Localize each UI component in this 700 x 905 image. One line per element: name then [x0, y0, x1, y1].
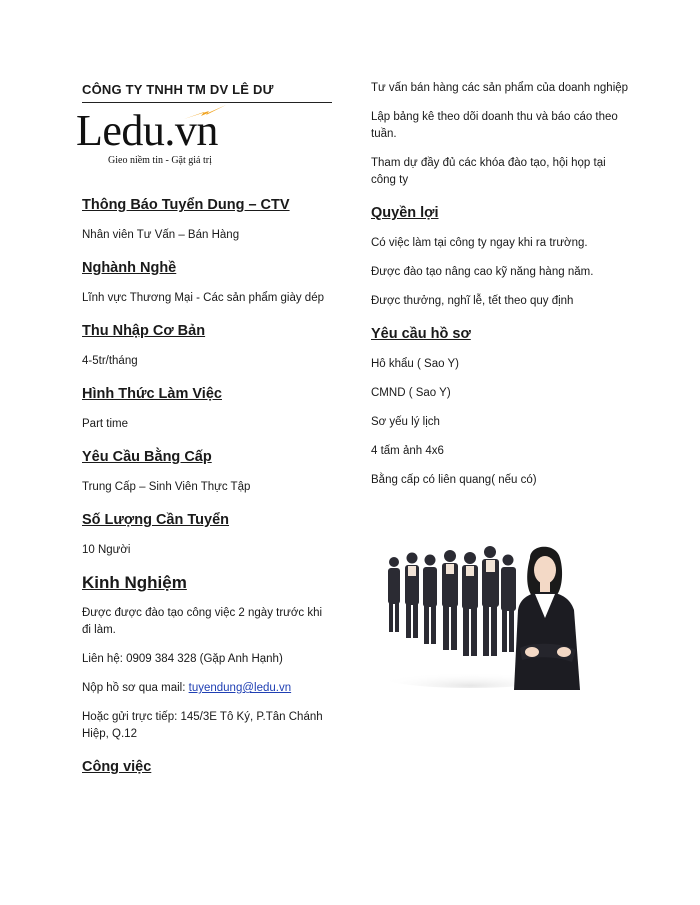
lightning-icon	[182, 103, 228, 123]
company-name: CÔNG TY TNHH TM DV LÊ DƯ	[82, 80, 332, 103]
text-experience: Được được đào tạo công việc 2 ngày trước khi đi làm.	[82, 607, 323, 636]
job-item: Tư vấn bán hàng các sản phẩm của doanh nghiệp	[371, 82, 629, 94]
document-item: CMND ( Sao Y)	[371, 387, 451, 399]
heading-salary: Thu Nhập Cơ Bản	[82, 323, 206, 339]
heading-degree: Yêu Cầu Bằng Cấp	[82, 449, 212, 465]
heading-job: Công việc	[82, 759, 152, 775]
text-mail-line	[82, 680, 334, 697]
document-item: 4 tấm ảnh 4x6	[371, 445, 444, 457]
benefit-item: Được thưởng, nghĩ lễ, tết theo quy định	[371, 295, 574, 307]
heading-recruitment: Thông Báo Tuyển Dung – CTV	[82, 197, 290, 213]
email-link[interactable]: tuyendung@ledu.vn	[188, 682, 292, 694]
text-quantity: 10 Người	[82, 544, 131, 556]
left-column	[76, 80, 334, 777]
business-team-photo	[380, 538, 620, 690]
job-item: Lập bảng kê theo dõi doanh thu và báo cáo theo tuần.	[371, 111, 618, 140]
text-work-type: Part time	[82, 418, 129, 430]
heading-work-type: Hình Thức Làm Việc	[82, 386, 222, 402]
text-contact: Liên hệ: 0909 384 328 (Gặp Anh Hạnh)	[82, 653, 283, 665]
logo-text: Ledu.vn	[76, 106, 218, 155]
text-address: Hoặc gửi trực tiếp: 145/3E Tô Ký, P.Tân Chánh Hiệp, Q.12	[82, 711, 323, 740]
heading-quantity: Số Lượng Cần Tuyển	[82, 512, 230, 528]
text-salary: 4-5tr/tháng	[82, 355, 138, 367]
heading-industry: Nghành Nghề	[82, 260, 177, 276]
job-item: Tham dự đầy đủ các khóa đào tạo, hội họp tại công ty	[371, 157, 606, 186]
mail-prefix: Nộp hồ sơ qua mail:	[82, 682, 189, 694]
document-item: Sơ yếu lý lịch	[371, 416, 440, 428]
logo-slogan: Gieo niềm tin - Gặt giá trị	[108, 155, 212, 166]
heading-benefits: Quyền lợi	[371, 205, 439, 221]
text-industry: Lĩnh vực Thương Mại - Các sản phẩm giày dép	[82, 292, 324, 304]
benefit-item: Có việc làm tại công ty ngay khi ra trường.	[371, 237, 588, 249]
text-position: Nhân viên Tư Vấn – Bán Hàng	[82, 229, 240, 241]
right-column	[371, 80, 633, 489]
document-item: Bằng cấp có liên quang( nếu có)	[371, 474, 537, 486]
heading-experience: Kinh Nghiệm	[82, 573, 187, 592]
text-degree: Trung Cấp – Sinh Viên Thực Tập	[82, 481, 251, 493]
document-item: Hô khẩu ( Sao Y)	[371, 358, 460, 370]
heading-documents: Yêu cầu hồ sơ	[371, 326, 471, 342]
benefit-item: Được đào tạo nâng cao kỹ năng hàng năm.	[371, 266, 594, 278]
logo	[76, 106, 334, 169]
